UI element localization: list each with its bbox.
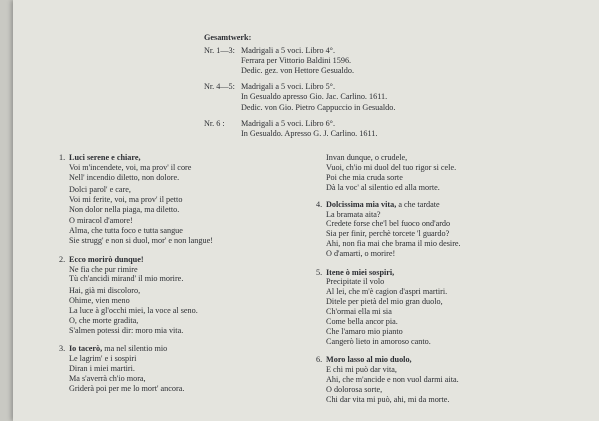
poem-line: Hai, già mi discoloro, xyxy=(69,286,141,296)
poem-title-text: Dolcissima mia vita, xyxy=(326,199,397,209)
poem xyxy=(59,344,277,394)
poem-line: O, che morte gradita, xyxy=(69,316,139,326)
work-description xyxy=(241,119,377,139)
work-line: Madrigali a 5 voci. Libro 5°. xyxy=(241,82,335,92)
poems-left-column xyxy=(59,153,277,402)
work-number: Nr. 1—3: xyxy=(204,46,235,56)
poem-title-rest: a che tardate xyxy=(396,199,440,209)
poem xyxy=(59,255,277,336)
poem-first-line xyxy=(69,255,144,265)
poem xyxy=(59,153,277,246)
work-entry xyxy=(204,46,544,76)
poem-title-rest: ma nel silentio mio xyxy=(102,344,168,354)
poem-line: Invan dunque, o crudele, xyxy=(326,153,408,162)
poem-line: Sia per finir, perchè torcete 'l guardo? xyxy=(326,229,450,239)
poem-title xyxy=(59,344,277,354)
work-entry xyxy=(204,82,544,112)
poem-line: Cangerò lieto in amoroso canto. xyxy=(326,336,431,346)
liner-note-sheet xyxy=(13,0,599,421)
poem-title xyxy=(316,268,531,278)
poem-line: Precipitate il volo xyxy=(326,277,385,287)
work-line: Ferrara per Vittorio Baldini 1596. xyxy=(241,56,352,66)
poem xyxy=(316,200,531,259)
poem-line: Ne fia che pur rimire xyxy=(69,264,138,274)
poem-stanza xyxy=(326,365,531,405)
poem-line: Ditele per pietà del mio gran duolo, xyxy=(326,297,443,307)
work-line: Dedic. von Gio. Pietro Cappuccio in Gesualdo. xyxy=(241,102,396,112)
poem-line: Ma s'averrà ch'io mora, xyxy=(69,374,146,384)
gesamtwerk-block xyxy=(204,33,544,145)
poem-title-text: Moro lasso al mio duolo, xyxy=(326,355,412,365)
gesamtwerk-heading: Gesamtwerk: xyxy=(204,33,252,42)
work-description xyxy=(241,46,354,76)
poem-number: 1. xyxy=(59,153,66,162)
poem-line: Voi mi ferite, voi, ma prov' il petto xyxy=(69,194,183,204)
poem-title-text: Ecco morirò dunque! xyxy=(69,254,144,264)
poem-line: Dolci parol' e care, xyxy=(69,184,131,194)
poem-stanza xyxy=(326,210,531,260)
poem-line: Non dolor nella piaga, ma diletto. xyxy=(69,204,180,214)
poem-line: Nell' incendio diletto, non dolore. xyxy=(69,172,180,182)
poem-line: La bramata aita? xyxy=(326,209,381,219)
poem-stanza xyxy=(69,265,277,285)
poem-title xyxy=(59,153,277,163)
poem-title xyxy=(316,355,531,365)
poem-line: Sie strugg' e non si duol, mor' e non langue! xyxy=(69,236,213,246)
poem-first-line xyxy=(326,268,394,278)
poem-line: Chi dar vita mi può, ahi, mi da morte. xyxy=(326,394,450,404)
poem-stanza xyxy=(69,185,277,215)
poem-line: Alma, che tutta foco e tutta sangue xyxy=(69,226,183,236)
poem-stanza xyxy=(69,354,277,394)
poem-first-line xyxy=(69,344,167,354)
poem-line: Come bella ancor pia. xyxy=(326,317,398,327)
poem-line: Dà la voc' al silentio ed alla morte. xyxy=(326,182,440,192)
poem-line: Vuoi, ch'io mi duol del tuo rigor si cele. xyxy=(326,162,457,172)
poem-stanza xyxy=(69,286,277,336)
poem-line: Le lagrim' e i sospiri xyxy=(69,354,137,364)
poem-line: Che l'amaro mio pianto xyxy=(326,327,403,336)
poem-line: Ahi, non fia mai che brama il mio desire. xyxy=(326,239,461,249)
work-number: Nr. 4—5: xyxy=(204,82,235,92)
poem-line: Voi m'incendete, voi, ma prov' il core xyxy=(69,162,192,172)
poem-line: S'almen potessi dir: moro mia vita. xyxy=(69,326,184,335)
poem-line: O dolorosa sorte, xyxy=(326,385,383,395)
poem-number: 3. xyxy=(59,344,66,354)
poem-number: 6. xyxy=(316,355,323,365)
poem-stanza xyxy=(69,216,277,246)
poem-line: O miracol d'amore! xyxy=(69,216,133,226)
poem-3-continuation xyxy=(316,153,531,193)
poem-first-line xyxy=(326,200,440,210)
poem-body xyxy=(59,163,277,246)
works-list xyxy=(204,46,544,139)
poem xyxy=(316,268,531,347)
poem-body xyxy=(316,210,531,260)
work-line: Dedic. gez. von Hettore Gesualdo. xyxy=(241,66,354,76)
poem-line: Ch'ormai ella mi sia xyxy=(326,307,392,317)
work-number: Nr. 6 : xyxy=(204,118,225,128)
poem-title xyxy=(316,200,531,210)
poems-right-list xyxy=(316,200,531,405)
poem-number: 4. xyxy=(316,199,323,209)
poem xyxy=(316,355,531,405)
poem-first-line xyxy=(326,355,412,365)
poem-line: E chi mi può dar vita, xyxy=(326,365,397,375)
poem-stanza xyxy=(326,277,531,346)
poem-line: Poi che mia cruda sorte xyxy=(326,172,403,182)
poem-line: Ahi, che m'ancide e non vuol darmi aita. xyxy=(326,375,459,385)
poem-title-text: Itene ò miei sospiri, xyxy=(326,267,395,277)
poem-stanza xyxy=(69,163,277,183)
poem-line: La luce à gl'occhi miei, la voce al seno. xyxy=(69,306,198,316)
poem-body xyxy=(316,365,531,405)
poem-first-line xyxy=(69,153,141,163)
poem-line: Ohime, vien meno xyxy=(69,296,130,306)
poem-body xyxy=(59,265,277,336)
work-line: In Gesualdo. Apresso G. J. Carlino. 1611. xyxy=(241,128,378,138)
poems-right-column xyxy=(316,153,531,413)
work-entry xyxy=(204,119,544,139)
poem-line: Griderà poi per me lo mort' ancora. xyxy=(69,384,185,394)
poem-line: Credete forse che'l bel fuoco ond'ardo xyxy=(326,219,451,229)
work-line: Madrigali a 5 voci. Libro 6°. xyxy=(241,118,335,128)
poem-body xyxy=(59,354,277,394)
poem-line: Al lei, che m'è cagion d'aspri martiri. xyxy=(326,287,448,297)
poem-title xyxy=(59,255,277,265)
poem-body xyxy=(316,277,531,346)
work-line: In Gesualdo apresso Gio. Jac. Carlino. 1611. xyxy=(241,92,388,102)
poem-title-text: Luci serene e chiare, xyxy=(69,153,141,162)
work-line: Madrigali a 5 voci. Libro 4°. xyxy=(241,46,335,56)
poem-title-text: Io tacerò, xyxy=(69,344,103,354)
poem-line: Tù ch'ancidi mirand' il mio morire. xyxy=(69,274,184,284)
poem-line: Diran i miei martiri. xyxy=(69,364,135,374)
work-description xyxy=(241,82,395,112)
poem-line: O d'amarti, o morire! xyxy=(326,249,396,259)
poem-number: 5. xyxy=(316,267,323,277)
poem-number: 2. xyxy=(59,254,66,264)
